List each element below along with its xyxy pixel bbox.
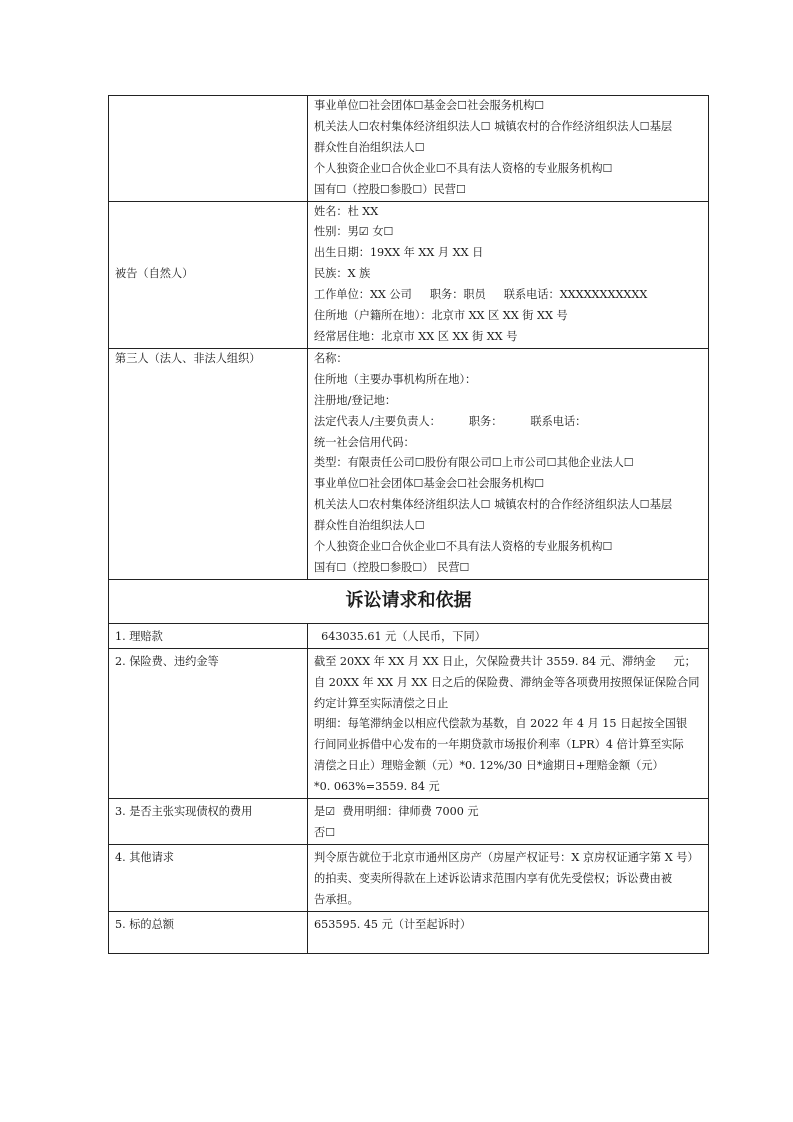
entity-type-line: 机关法人☐农村集体经济组织法人☐ 城镇农村的合作经济组织法人☐基层 bbox=[314, 119, 673, 133]
defendant-name: 姓名：杜 XX bbox=[314, 204, 379, 218]
entity-type-continuation-row bbox=[109, 96, 709, 202]
claim-content bbox=[308, 911, 709, 953]
claim-row bbox=[109, 911, 709, 953]
claim-label: 3. 是否主张实现债权的费用 bbox=[109, 799, 308, 845]
claim-line: 约定计算至实际清偿之日止 bbox=[314, 696, 449, 710]
defendant-label: 被告（自然人） bbox=[109, 201, 308, 348]
claim-content bbox=[308, 623, 709, 648]
claim-line: 否☐ bbox=[314, 826, 336, 839]
section-title-row bbox=[109, 579, 709, 623]
claim-line: 明细：每笔滞纳金以相应代偿款为基数，自 2022 年 4 月 15 日起按全国银 bbox=[314, 717, 688, 731]
third-party-phone: 联系电话： bbox=[530, 414, 587, 428]
claim-label: 1. 理赔款 bbox=[109, 623, 308, 648]
claim-line: 643035.61 元（人民币，下同） bbox=[314, 629, 486, 643]
third-party-rep-line bbox=[314, 412, 702, 433]
claim-row bbox=[109, 844, 709, 911]
entity-type-line: 事业单位☐社会团体☐基金会☐社会服务机构☐ bbox=[314, 99, 545, 112]
entity-type-line: 群众性自治组织法人☐ bbox=[314, 140, 425, 154]
third-party-legal-rep: 法定代表人/主要负责人： bbox=[314, 414, 441, 428]
claim-line: 清偿之日止）理赔金额（元）*0. 12%/30 日*逾期日+理赔金额（元） bbox=[314, 759, 664, 773]
claim-line: 告承担。 bbox=[314, 892, 359, 906]
entity-type-line: 国有☐（控股☐参股☐）民营☐ bbox=[314, 182, 466, 196]
claim-line: *0. 063%=3559. 84 元 bbox=[314, 780, 440, 794]
entity-type-options bbox=[308, 96, 709, 202]
third-party-registration: 注册地/登记地： bbox=[314, 393, 397, 407]
third-party-type-line: 群众性自治组织法人☐ bbox=[314, 519, 425, 533]
third-party-credit-code: 统一社会信用代码： bbox=[314, 435, 415, 449]
third-party-type-line: 国有☐（控股☐参股☐） 民营☐ bbox=[314, 560, 470, 574]
claim-row bbox=[109, 648, 709, 798]
third-party-type: 类型：有限责任公司☐股份有限公司☐上市公司☐其他企业法人☐ bbox=[314, 456, 634, 470]
claim-row bbox=[109, 799, 709, 845]
third-party-position: 职务： bbox=[468, 414, 503, 428]
claim-content bbox=[308, 648, 709, 798]
claim-line: 判令原告就位于北京市通州区房产（房屋产权证号：X 京房权证通字第 X 号） bbox=[314, 850, 699, 864]
entity-type-line: 个人独资企业☐合伙企业☐不具有法人资格的专业服务机构☐ bbox=[314, 161, 613, 175]
claim-label: 2. 保险费、违约金等 bbox=[109, 648, 308, 798]
claim-label: 4. 其他请求 bbox=[109, 844, 308, 911]
claim-label: 5. 标的总额 bbox=[109, 911, 308, 953]
claim-content bbox=[308, 799, 709, 845]
defendant-birth: 出生日期：19XX 年 XX 月 XX 日 bbox=[314, 246, 484, 260]
claim-line: 653595. 45 元（计至起诉时） bbox=[314, 917, 472, 931]
section-title: 诉讼请求和依据 bbox=[109, 579, 709, 623]
third-party-type-line: 事业单位☐社会团体☐基金会☐社会服务机构☐ bbox=[314, 477, 545, 491]
third-party-address: 住所地（主要办事机构所在地）： bbox=[314, 372, 477, 386]
claim-line: 行间同业拆借中心发布的一年期贷款市场报价利率（LPR）4 倍计算至实际 bbox=[314, 738, 684, 752]
third-party-type-line: 个人独资企业☐合伙企业☐不具有法人资格的专业服务机构☐ bbox=[314, 540, 613, 554]
defendant-gender: 性别：男☑ 女☐ bbox=[314, 225, 394, 239]
third-party-name: 名称： bbox=[314, 351, 348, 365]
empty-label-cell bbox=[109, 96, 308, 202]
third-party-type-line: 机关法人☐农村集体经济组织法人☐ 城镇农村的合作经济组织法人☐基层 bbox=[314, 498, 673, 512]
complaint-form-table bbox=[108, 95, 709, 954]
defendant-work-unit: 工作单位：XX 公司 bbox=[314, 288, 412, 302]
defendant-details bbox=[308, 201, 709, 348]
claim-line: 是☑ 费用明细：律师费 7000 元 bbox=[314, 805, 479, 819]
defendant-phone: 联系电话：XXXXXXXXXXX bbox=[503, 288, 648, 302]
defendant-position: 职务：职员 bbox=[429, 288, 486, 302]
defendant-work-line bbox=[314, 285, 702, 306]
claim-line: 截至 20XX 年 XX 月 XX 日止，欠保险费共计 3559. 84 元、滞纳金 元； bbox=[314, 654, 696, 668]
claim-row bbox=[109, 623, 709, 648]
third-party-details bbox=[308, 348, 709, 579]
defendant-row bbox=[109, 201, 709, 348]
third-party-row bbox=[109, 348, 709, 579]
claim-content bbox=[308, 844, 709, 911]
defendant-habitual-residence: 经常居住地：北京市 XX 区 XX 街 XX 号 bbox=[314, 329, 518, 343]
defendant-ethnicity: 民族：X 族 bbox=[314, 267, 371, 281]
third-party-label: 第三人（法人、非法人组织） bbox=[109, 348, 308, 579]
claim-line: 的拍卖、变卖所得款在上述诉讼请求范围内享有优先受偿权；诉讼费由被 bbox=[314, 871, 673, 885]
claim-line: 自 20XX 年 XX 月 XX 日之后的保险费、滞纳金等各项费用按照保证保险合同 bbox=[314, 675, 700, 689]
defendant-residence: 住所地（户籍所在地）：北京市 XX 区 XX 街 XX 号 bbox=[314, 309, 568, 323]
